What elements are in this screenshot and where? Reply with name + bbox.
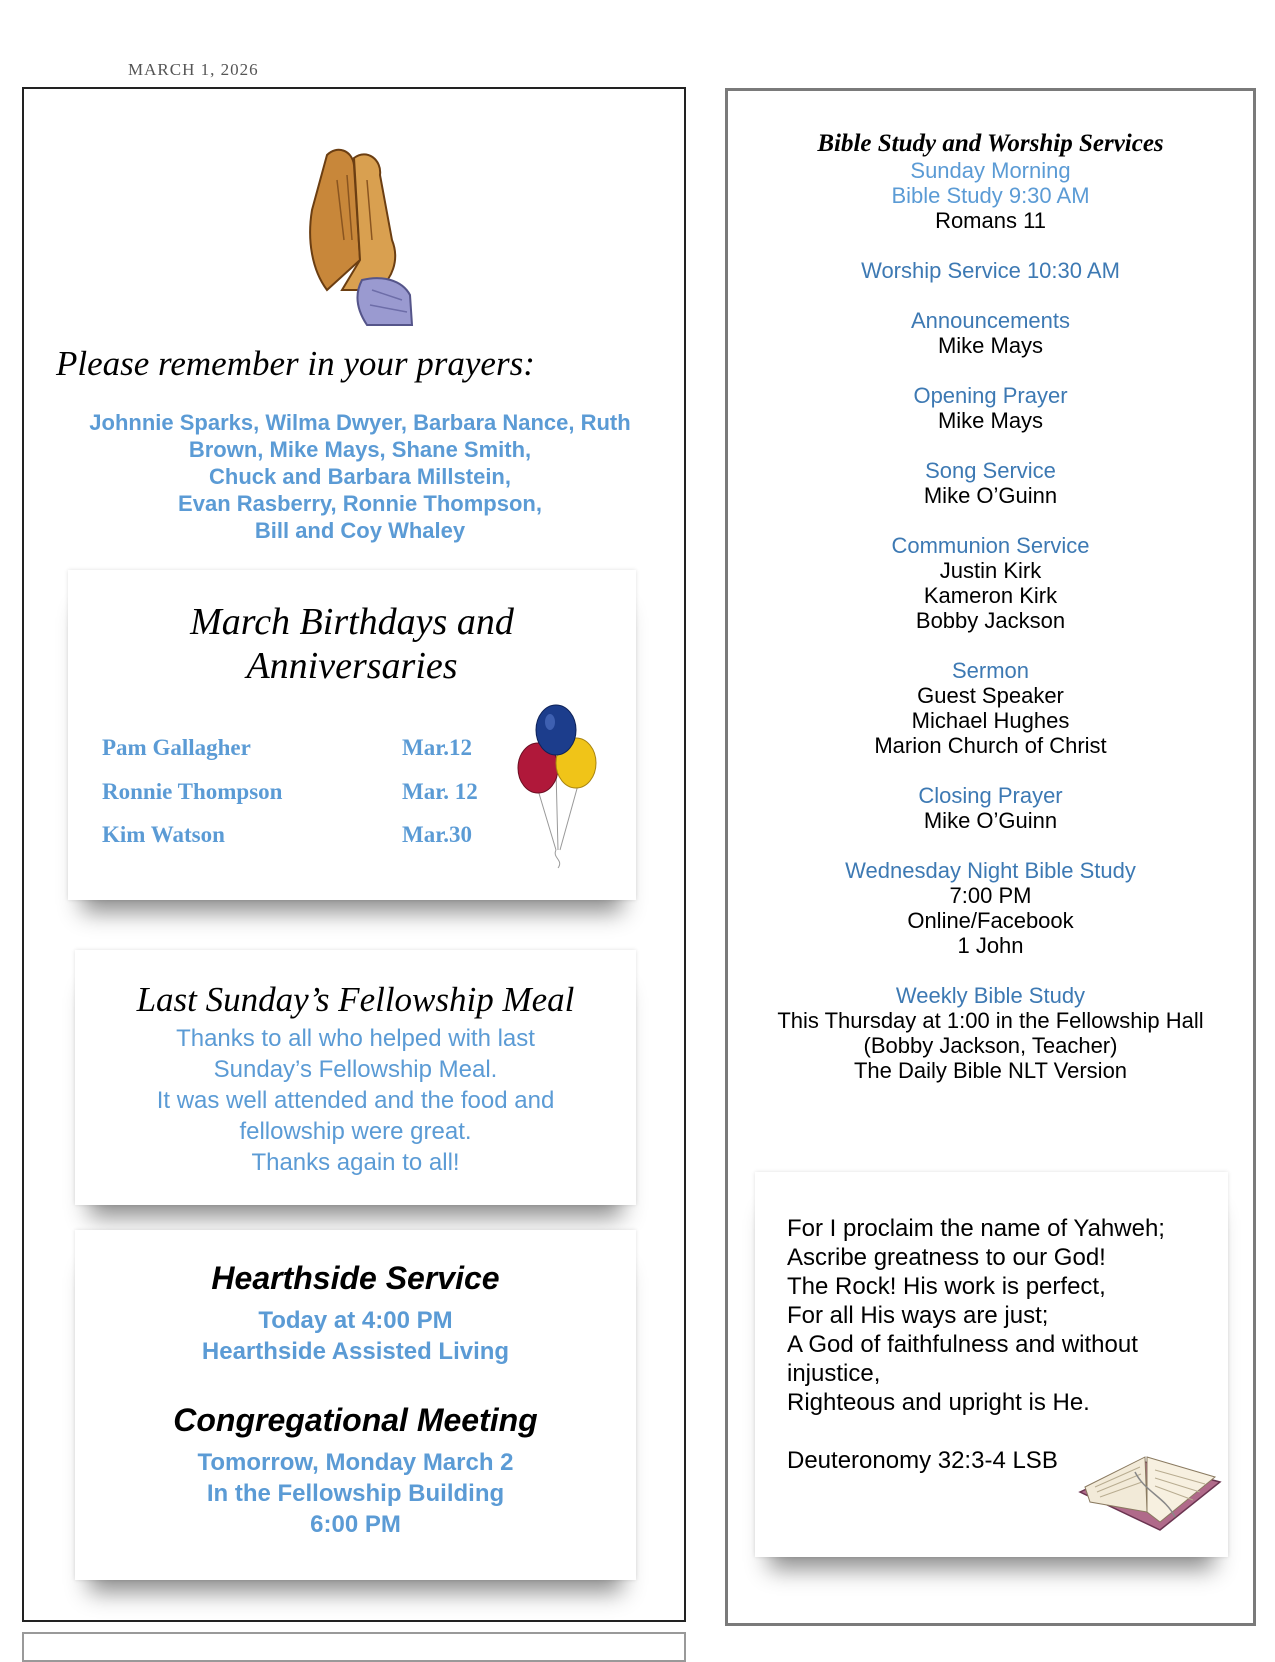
birthday-date: Mar.12 bbox=[402, 735, 473, 760]
services-title: Bible Study and Worship Services bbox=[817, 130, 1164, 157]
birthday-name: Ronnie Thompson bbox=[102, 779, 283, 804]
prayer-names-line: Evan Rasberry, Ronnie Thompson, bbox=[178, 491, 542, 516]
bible-study-label: Bible Study 9:30 AM bbox=[891, 183, 1090, 208]
verse-line: For I proclaim the name of Yahweh; bbox=[787, 1215, 1165, 1242]
sunday-morning-label: Sunday Morning bbox=[910, 158, 1071, 183]
meeting-date: Tomorrow, Monday March 2 bbox=[197, 1449, 514, 1476]
birthdays-title bbox=[68, 600, 636, 688]
sermon-label: Sermon bbox=[951, 658, 1030, 683]
hearthside-title: Hearthside Service bbox=[211, 1260, 500, 1296]
verse-reference: Deuteronomy 32:3-4 LSB bbox=[787, 1447, 1058, 1474]
prayer-names-line: Chuck and Barbara Millstein, bbox=[209, 464, 511, 489]
verse-line: injustice, bbox=[787, 1360, 881, 1387]
announcements-name: Mike Mays bbox=[937, 333, 1044, 358]
fellowship-meal-title: Last Sunday’s Fellowship Meal bbox=[136, 980, 575, 1019]
scripture-verse bbox=[787, 1214, 1207, 1475]
weekly-study-line: The Daily Bible NLT Version bbox=[853, 1058, 1128, 1083]
sermon-line: Michael Hughes bbox=[911, 708, 1070, 733]
prayer-names-line: Brown, Mike Mays, Shane Smith, bbox=[188, 437, 532, 462]
fellowship-line: Sunday’s Fellowship Meal. bbox=[213, 1056, 498, 1083]
birthdays-title-line: March Birthdays and bbox=[190, 601, 514, 643]
wednesday-study-line: Online/Facebook bbox=[907, 908, 1074, 933]
praying-hands-icon bbox=[282, 140, 432, 330]
fellowship-line: It was well attended and the food and bbox=[156, 1087, 555, 1114]
prayer-list-title: Please remember in your prayers: bbox=[56, 344, 535, 383]
birthday-name: Kim Watson bbox=[102, 822, 225, 847]
weekly-study-line: This Thursday at 1:00 in the Fellowship Hall bbox=[777, 1008, 1204, 1033]
opening-prayer-label: Opening Prayer bbox=[913, 383, 1068, 408]
prayer-names bbox=[60, 409, 660, 544]
services-schedule bbox=[728, 131, 1253, 1083]
communion-label: Communion Service bbox=[891, 533, 1090, 558]
meeting-title: Congregational Meeting bbox=[173, 1402, 538, 1438]
communion-name: Kameron Kirk bbox=[923, 583, 1058, 608]
verse-line: The Rock! His work is perfect, bbox=[787, 1273, 1106, 1300]
meeting-time: 6:00 PM bbox=[310, 1511, 401, 1538]
wednesday-study-line: 7:00 PM bbox=[949, 883, 1032, 908]
opening-prayer-name: Mike Mays bbox=[937, 408, 1044, 433]
closing-prayer-label: Closing Prayer bbox=[918, 783, 1063, 808]
birthday-date: Mar. 12 bbox=[402, 779, 478, 804]
song-service-label: Song Service bbox=[925, 458, 1056, 483]
worship-service-label: Worship Service 10:30 AM bbox=[861, 258, 1120, 283]
song-service-name: Mike O’Guinn bbox=[923, 483, 1058, 508]
closing-prayer-name: Mike O’Guinn bbox=[923, 808, 1058, 833]
communion-name: Bobby Jackson bbox=[915, 608, 1066, 633]
open-bible-icon bbox=[1075, 1442, 1225, 1537]
prayer-names-line: Johnnie Sparks, Wilma Dwyer, Barbara Nance, Ruth bbox=[89, 410, 631, 435]
fellowship-meal-card bbox=[75, 950, 636, 1205]
sermon-line: Marion Church of Christ bbox=[874, 733, 1107, 758]
verse-line: Righteous and upright is He. bbox=[787, 1389, 1090, 1416]
announcements-label: Announcements bbox=[911, 308, 1070, 333]
wednesday-study-label: Wednesday Night Bible Study bbox=[845, 858, 1136, 883]
hearthside-location: Hearthside Assisted Living bbox=[201, 1338, 510, 1365]
birthday-date: Mar.30 bbox=[402, 822, 473, 847]
fellowship-line: fellowship were great. bbox=[239, 1118, 472, 1145]
sermon-line: Guest Speaker bbox=[917, 683, 1064, 708]
birthday-name: Pam Gallagher bbox=[102, 735, 251, 760]
issue-date: MARCH 1, 2026 bbox=[128, 60, 259, 79]
verse-line: Ascribe greatness to our God! bbox=[787, 1244, 1106, 1271]
balloons-icon bbox=[508, 700, 608, 870]
weekly-study-line: (Bobby Jackson, Teacher) bbox=[863, 1033, 1118, 1058]
verse-line: For all His ways are just; bbox=[787, 1302, 1049, 1329]
fellowship-meal-text bbox=[75, 1023, 636, 1178]
verse-line: A God of faithfulness and without bbox=[787, 1331, 1138, 1358]
next-page-box bbox=[22, 1632, 686, 1662]
bible-study-text: Romans 11 bbox=[935, 208, 1046, 233]
birthdays-card bbox=[68, 570, 636, 900]
announcements-card bbox=[75, 1230, 636, 1580]
scripture-card bbox=[755, 1172, 1228, 1557]
fellowship-line: Thanks to all who helped with last bbox=[176, 1025, 535, 1052]
prayer-names-line: Bill and Coy Whaley bbox=[254, 518, 466, 543]
communion-name: Justin Kirk bbox=[939, 558, 1042, 583]
meeting-location: In the Fellowship Building bbox=[206, 1480, 505, 1507]
weekly-study-label: Weekly Bible Study bbox=[895, 983, 1086, 1008]
fellowship-line: Thanks again to all! bbox=[251, 1149, 460, 1176]
hearthside-time: Today at 4:00 PM bbox=[258, 1307, 453, 1334]
birthdays-title-line: Anniversaries bbox=[246, 645, 458, 687]
wednesday-study-line: 1 John bbox=[957, 933, 1024, 958]
